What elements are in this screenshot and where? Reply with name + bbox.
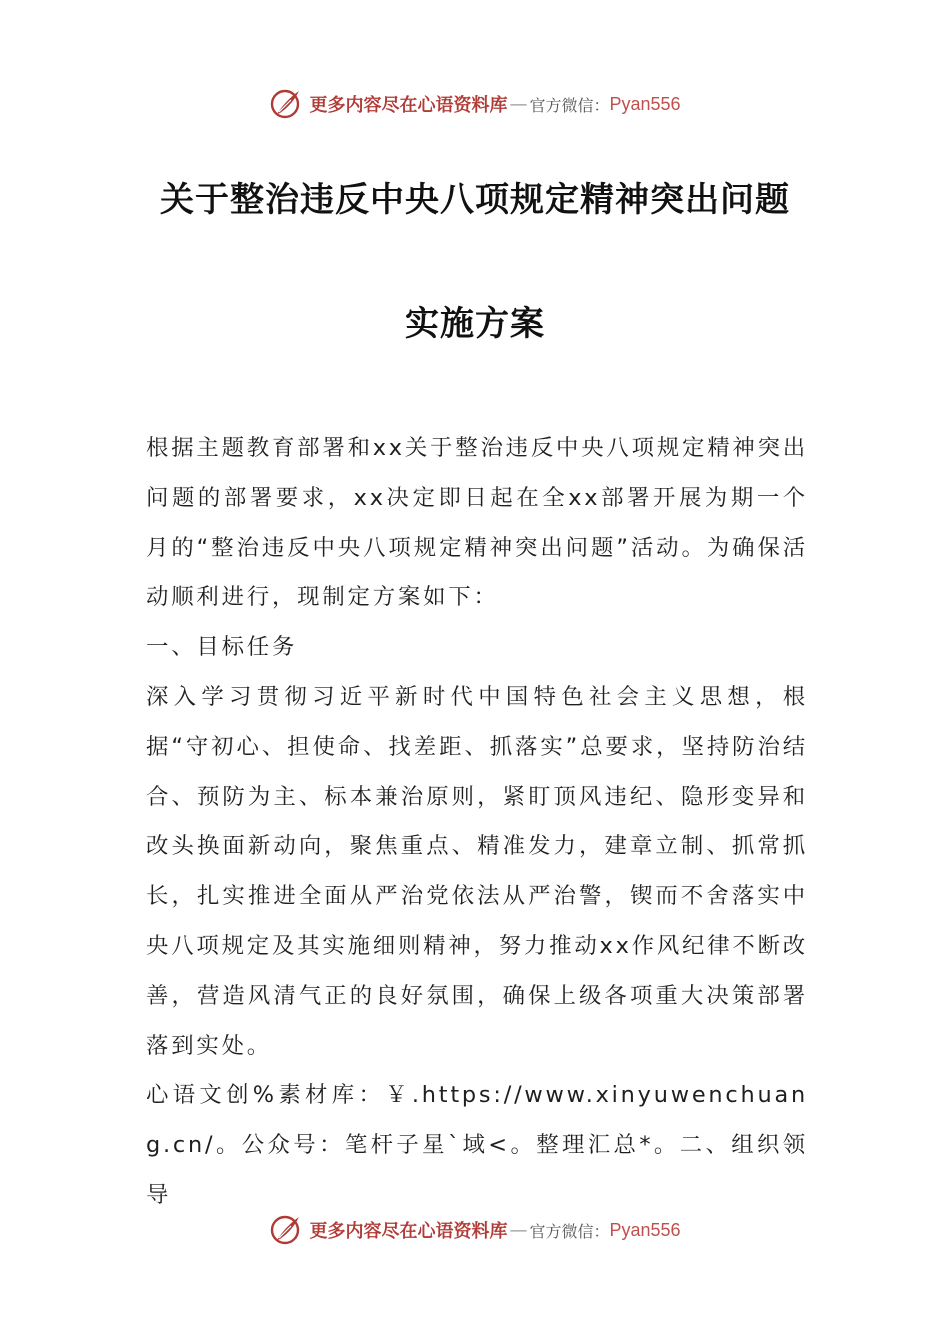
section-heading-goals: 一、目标任务	[146, 634, 298, 661]
quill-logo-icon	[269, 1213, 303, 1247]
watermark-wechat-id: Pyan556	[609, 1219, 681, 1240]
watermark-brand: 更多内容尽在心语资料库	[309, 1221, 508, 1242]
watermark-subtitle: 官方微信：	[529, 95, 610, 115]
source-note-paragraph: 心语文创%素材库：￥.https://www.xinyuwenchuang.cn/。公众号：笔杆子星`域<。整理汇总*。二、组织领导	[146, 1082, 808, 1208]
watermark-wechat-id: Pyan556	[609, 93, 681, 114]
intro-paragraph: 根据主题教育部署和xx关于整治违反中央八项规定精神突出问题的部署要求，xx决定即日起在全xx部署开展为期一个月的“整治违反中央八项规定精神突出问题”活动。为确保活动顺利进行，现制定方案如下：	[146, 435, 808, 611]
watermark-subtitle: 官方微信：	[529, 1221, 610, 1241]
header-watermark	[0, 84, 950, 124]
goals-paragraph: 深入学习贯彻习近平新时代中国特色社会主义思想，根据“守初心、担使命、找差距、抓落实”总要求，坚持防治结合、预防为主、标本兼治原则，紧盯顶风违纪、隐形变异和改头换面新动向，聚焦重点、精准发力，建章立制、抓常抓长，扎实推进全面从严治党依法从严治警，锲而不舍落实中央八项规定及其实施细则精神，努力推动xx作风纪律不断改善，营造风清气正的良好氛围，确保上级各项重大决策部署落到实处。	[146, 683, 808, 1059]
document-body	[146, 424, 808, 1221]
document-title-line-2: 实施方案	[405, 304, 545, 344]
footer-watermark	[0, 1210, 950, 1250]
quill-logo-icon	[269, 87, 303, 121]
watermark-separator: —	[509, 1219, 528, 1241]
watermark-separator: —	[509, 93, 528, 115]
watermark-brand: 更多内容尽在心语资料库	[309, 95, 508, 116]
document-title-line-1: 关于整治违反中央八项规定精神突出问题	[160, 180, 790, 220]
